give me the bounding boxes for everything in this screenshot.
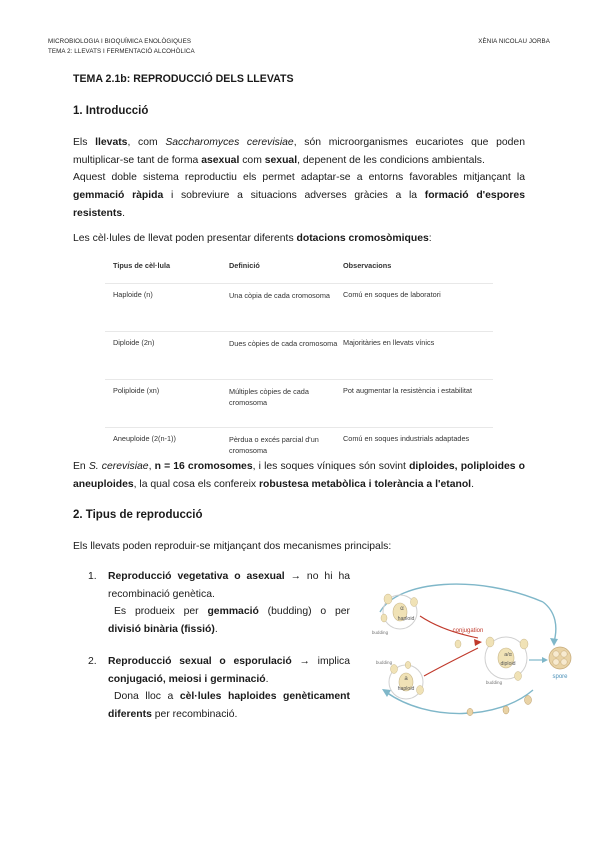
spore-icon: [553, 659, 559, 665]
table-cell: Majoritàries en llevats vínics: [343, 332, 493, 380]
table-header-cell: Observacions: [343, 261, 392, 270]
paragraph-intro: Els llevats, com Saccharomyces cerevisiae, són microorganismes eucariotes que poden multiplicar-se tant de forma asexual com sexual, depenent de les condicions ambientals. Aquest doble sistema reproductiu els permet adaptar-se a entorns favorables mitjançant la gemmació ràpida i sobreviure a situacions adverses gràcies a la formació d'espores resistents.: [73, 137, 525, 219]
paragraph-cerevisiae: En S. cerevisiae, n = 16 cromosomes, i les soques víniques són sovint diploides, poliploides o aneuploides, la qual cosa els confereix robustesa metabòlica i tolerància a l'etanol.: [73, 461, 526, 490]
header-topic: TEMA 2: LLEVATS I FERMENTACIÓ ALCOHÒLICA: [48, 48, 195, 55]
budding-label: budding: [375, 660, 393, 665]
yeast-cell-icon: [525, 696, 532, 705]
header-course: MICROBIOLOGIA I BIOQUÍMICA ENOLÒGIQUES: [48, 38, 192, 45]
table-cell: Dues còpies de cada cromosoma: [229, 332, 343, 380]
a-sub-label: haploid: [397, 686, 415, 692]
table-cell: Una còpia de cada cromosoma: [229, 284, 343, 332]
conjugation-arrow: [420, 616, 478, 638]
conjugation-arrow: [424, 648, 478, 676]
table-cell: Pèrdua o excés parcial d'un cromosoma: [229, 428, 343, 476]
table-row: [105, 380, 493, 428]
header-author: XÈNIA NICOLAU JORBA: [478, 38, 550, 45]
life-cycle-svg: [358, 572, 584, 722]
cycle-arrow-right: [543, 602, 556, 642]
yeast-cell-icon: [381, 614, 387, 622]
arrow-head-icon: [550, 638, 558, 646]
yeast-cell-icon: [486, 637, 494, 647]
cycle-arrow-bottom: [386, 690, 533, 714]
list-item: 1. Reproducció vegetativa o asexual → no hi ha recombinació genètica. Es produeix per gemmació (budding) o per divisió binària (fissió).: [88, 571, 351, 636]
section-heading-reproduction: 2. Tipus de reproducció: [73, 509, 203, 521]
yeast-cell-icon: [503, 706, 509, 714]
yeast-cell-icon: [515, 672, 522, 681]
alpha-label: α: [400, 606, 404, 612]
table-row: [105, 284, 493, 332]
ploidy-table: [105, 258, 493, 475]
yeast-cell-icon: [405, 661, 411, 668]
page-title: TEMA 2.1b: REPRODUCCIÓ DELS LLEVATS: [73, 73, 294, 85]
yeast-cell-icon: [467, 708, 473, 715]
table-header-row: [105, 258, 493, 284]
arrow-head-icon: [542, 657, 548, 663]
yeast-cell-icon: [455, 640, 461, 648]
table-header-cell: Definició: [229, 261, 260, 270]
paragraph-mechanisms: Els llevats poden reproduir-se mitjançant dos mecanismes principals:: [73, 541, 392, 552]
table-cell: Diploide (2n): [105, 332, 229, 380]
table-cell: Aneuploide (2(n-1)): [105, 428, 229, 476]
a-label: a: [404, 676, 408, 682]
table-cell: Pot augmentar la resistència i estabilitat: [343, 380, 493, 428]
paragraph-chromosome-intro: Les cèl·lules de llevat poden presentar diferents dotacions cromosòmiques:: [73, 233, 432, 244]
spore-ascus: [549, 647, 571, 669]
table-cell: Haploide (n): [105, 284, 229, 332]
yeast-cell-icon: [417, 686, 424, 695]
spore-label: spore: [552, 674, 568, 680]
section-heading-intro: 1. Introducció: [73, 105, 149, 117]
arrow-head-icon: [474, 639, 482, 646]
table-cell: Comú en soques de laboratori: [343, 284, 493, 332]
reproduction-list: [88, 568, 350, 724]
conjugation-label: conjugation: [452, 628, 484, 634]
table-cell: Poliploide (xn): [105, 380, 229, 428]
alpha-sub-label: haploid: [397, 616, 415, 622]
table-cell: Comú en soques industrials adaptades: [343, 428, 493, 476]
diploid-sub-label: diploid: [500, 661, 516, 667]
table-cell: Múltiples còpies de cada cromosoma: [229, 380, 343, 428]
spore-icon: [561, 651, 567, 657]
table-header-cell: Tipus de cèl·lula: [113, 261, 171, 270]
yeast-cell-icon: [520, 639, 528, 649]
spore-icon: [561, 659, 567, 665]
budding-label: budding: [485, 680, 503, 685]
yeast-cell-icon: [411, 598, 418, 607]
list-item: 2. Reproducció sexual o esporulació → implica conjugació, meiosi i germinació. Dona lloc a cèl·lules haploides genèticament diferents per recombinació.: [88, 655, 351, 720]
yeast-cell-icon: [384, 594, 392, 604]
spore-icon: [553, 651, 559, 657]
arrow-head-icon: [382, 689, 391, 697]
yeast-life-cycle-diagram: [358, 572, 584, 722]
budding-label: budding: [371, 630, 389, 635]
yeast-cell-icon: [391, 665, 398, 674]
diploid-label: a/α: [504, 652, 512, 658]
table-row: [105, 332, 493, 380]
